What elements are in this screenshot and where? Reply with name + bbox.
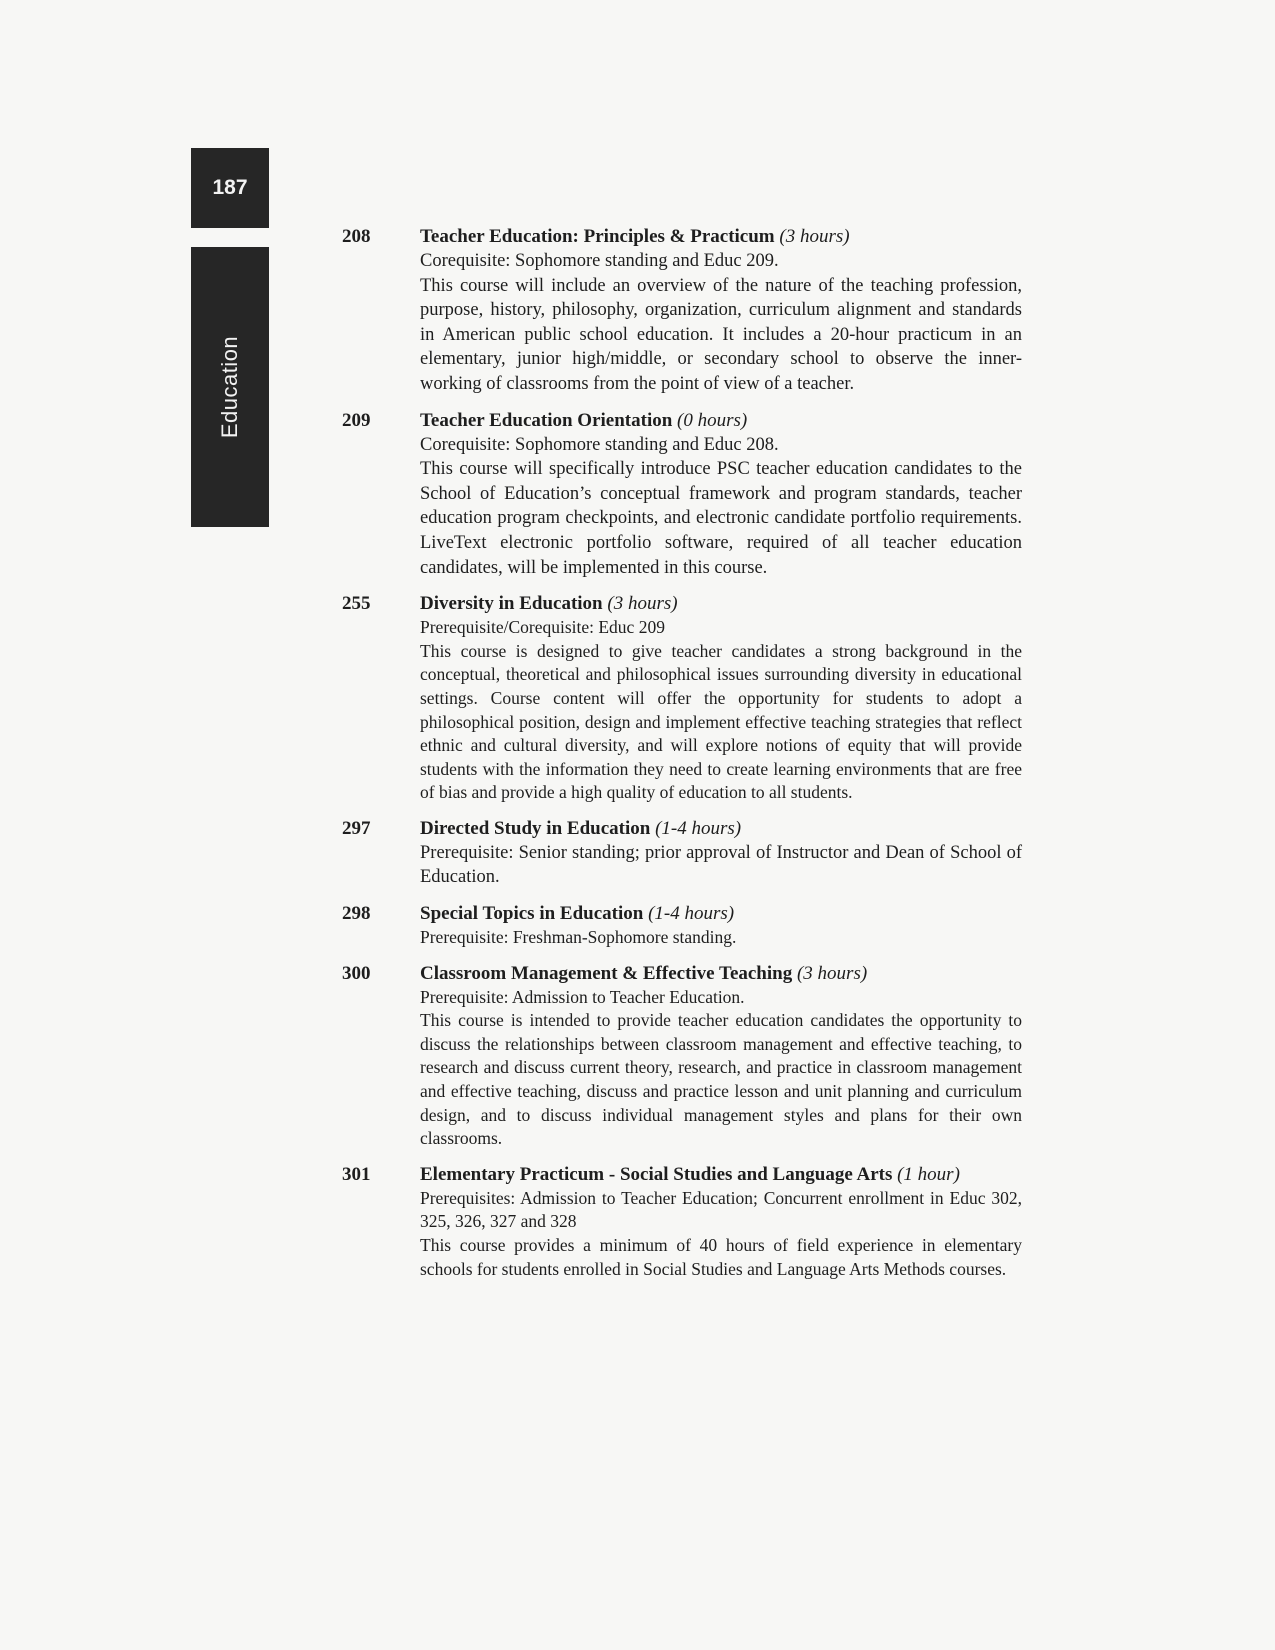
course-title-line xyxy=(420,902,1022,926)
course-297 xyxy=(342,817,1022,890)
page-number-tab xyxy=(191,148,269,228)
course-description: This course will include an overview of the nature of the teaching profession, purpose, history, philosophy, organization, curriculum alignment and standards in American public school education. It includes a 20-hour practicum in an elementary, junior high/middle, or secondary school to observe the inner-working of classrooms from the point of view of a teacher. xyxy=(420,275,1022,394)
course-requirement: Corequisite: Sophomore standing and Educ 209. xyxy=(420,251,779,271)
course-209 xyxy=(342,409,1022,581)
course-number: 255 xyxy=(342,593,371,615)
section-label: Education xyxy=(217,335,242,439)
course-title-line xyxy=(420,409,1022,433)
course-208 xyxy=(342,225,1022,397)
course-title-line xyxy=(420,592,1022,616)
section-tab xyxy=(191,247,269,527)
course-requirement: Prerequisites: Admission to Teacher Education; Concurrent enrollment in Educ 302, 325, 326, 327 and 328 xyxy=(420,1187,1022,1232)
course-title: Directed Study in Education xyxy=(420,817,651,839)
course-requirement: Prerequisite: Senior standing; prior approval of Instructor and Dean of School of Education. xyxy=(420,842,1022,888)
course-hours: (1-4 hours) xyxy=(655,817,742,839)
course-title-line xyxy=(420,817,1022,841)
course-description: This course provides a minimum of 40 hours of field experience in elementary schools for students enrolled in Social Studies and Language Arts Methods courses. xyxy=(420,1235,1022,1279)
course-hours: (3 hours) xyxy=(796,962,868,984)
course-requirement: Prerequisite: Admission to Teacher Education. xyxy=(420,986,745,1007)
course-requirement: Prerequisite/Corequisite: Educ 209 xyxy=(420,617,665,638)
course-description: This course is intended to provide teacher education candidates the opportunity to discuss the relationships between classroom management and effective teaching, to research and discuss current theory, research, and practice in classroom management and effective teaching, discuss and practice lesson and unit planning and curriculum design, and to discuss individual management styles and plans for their own classrooms. xyxy=(420,1010,1022,1149)
course-title-line xyxy=(420,1163,1022,1187)
course-requirement: Corequisite: Sophomore standing and Educ 208. xyxy=(420,434,779,455)
course-number: 301 xyxy=(342,1163,371,1185)
course-title-line xyxy=(420,225,1022,249)
course-hours: (0 hours) xyxy=(677,409,748,431)
course-number: 208 xyxy=(342,226,371,247)
course-hours: (3 hours) xyxy=(779,226,850,247)
course-description: This course is designed to give teacher candidates a strong background in the conceptual, theoretical and philosophical issues surrounding diversity in educational settings. Course content will offer the opportunity for students to adopt a philosophical position, design and implement effective teaching strategies that reflect ethnic and cultural diversity, and will explore notions of equity that will provide students with the information they need to create learning environments that are free of bias and provide a high quality of education to all students. xyxy=(420,640,1022,803)
course-number: 300 xyxy=(342,962,371,984)
course-title: Teacher Education: Principles & Practicum xyxy=(420,226,775,247)
course-hours: (3 hours) xyxy=(607,593,678,615)
course-title: Classroom Management & Effective Teaching xyxy=(420,962,793,984)
course-hours: (1-4 hours) xyxy=(648,903,735,925)
course-301 xyxy=(342,1163,1022,1281)
course-list xyxy=(342,225,1022,1293)
course-number: 297 xyxy=(342,817,371,839)
course-title: Diversity in Education xyxy=(420,593,603,615)
course-300 xyxy=(342,962,1022,1151)
page-number: 187 xyxy=(212,176,248,199)
course-description: This course will specifically introduce PSC teacher education candidates to the School of Education’s conceptual framework and program standards, teacher education program checkpoints, and electronic candidate portfolio requirements. LiveText electronic portfolio software, required of all teacher education candidates, will be implemented in this course. xyxy=(420,459,1022,578)
course-title: Elementary Practicum - Social Studies and Language Arts xyxy=(420,1163,893,1185)
course-number: 298 xyxy=(342,903,371,925)
course-title: Teacher Education Orientation xyxy=(420,409,673,431)
course-255 xyxy=(342,592,1022,805)
course-title-line xyxy=(420,962,1022,986)
course-298 xyxy=(342,902,1022,950)
course-title: Special Topics in Education xyxy=(420,903,644,925)
course-hours: (1 hour) xyxy=(897,1163,960,1185)
course-number: 209 xyxy=(342,409,371,431)
course-requirement: Prerequisite: Freshman-Sophomore standing. xyxy=(420,927,737,948)
